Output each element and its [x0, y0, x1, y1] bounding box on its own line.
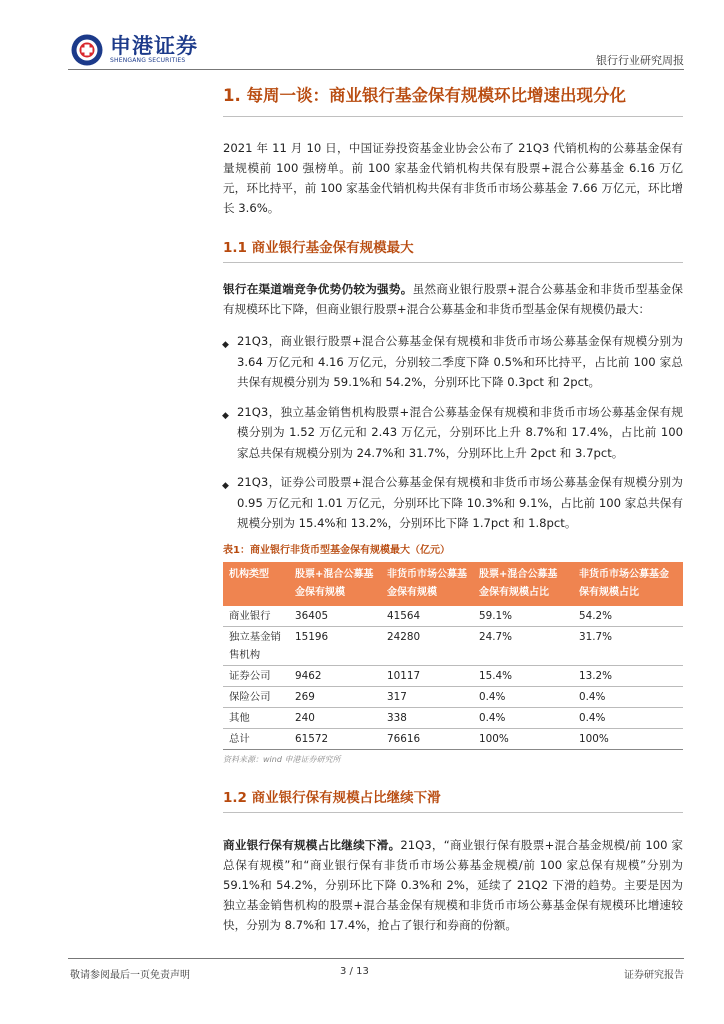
table-cell: 54.2% [573, 606, 683, 627]
table-row [223, 686, 683, 707]
table-cell: 其他 [223, 707, 289, 728]
table-cell: 独立基金销售机构 [223, 626, 289, 665]
page-number: 3 / 13 [340, 966, 369, 977]
footer-label: 证券研究报告 [624, 970, 684, 981]
table-cell: 15.4% [473, 665, 573, 686]
fund-holdings-table [223, 562, 683, 750]
table-cell: 100% [573, 728, 683, 749]
list-item [223, 331, 683, 393]
table-header-cell: 非货币市场公募基金保有规模 [381, 562, 473, 606]
table-title: 表1：商业银行非货币型基金保有规模最大（亿元） [223, 544, 450, 556]
table-cell: 0.4% [573, 686, 683, 707]
table-cell: 61572 [289, 728, 381, 749]
table-cell: 317 [381, 686, 473, 707]
section-1-1-divider [223, 262, 683, 263]
table-row [223, 606, 683, 627]
table-row [223, 665, 683, 686]
section-1-2-lead-bold: 商业银行保有规模占比继续下滑。 [223, 837, 401, 852]
logo-emblem-icon [70, 33, 104, 67]
table-cell: 338 [381, 707, 473, 728]
table-cell: 0.4% [573, 707, 683, 728]
table-header-cell: 非货币市场公募基金保有规模占比 [573, 562, 683, 606]
section-1-1-title: 1.1 商业银行基金保有规模最大 [223, 240, 414, 256]
diamond-bullet-icon: ◆ [222, 410, 229, 421]
table-cell: 100% [473, 728, 573, 749]
table-cell: 269 [289, 686, 381, 707]
table-cell: 24.7% [473, 626, 573, 665]
table-row [223, 626, 683, 665]
section-1-2-divider [223, 812, 683, 813]
report-type: 银行行业研究周报 [596, 54, 684, 67]
bullet-text: 21Q3，独立基金销售机构股票+混合公募基金保有规模和非货币市场公募基金保有规模分别为 1.52 万亿元和 2.43 万亿元，分别环比上升 8.7%和 17.4%，占比前 100 家总共保有规模分别为 24.7%和 31.7%，分别环比上升 2pct 和 3.7pct。 [237, 404, 683, 460]
footer-disclaimer: 敬请参阅最后一页免责声明 [70, 970, 190, 981]
section-1-1-lead [223, 279, 683, 319]
table-row [223, 728, 683, 749]
table-header-cell: 机构类型 [223, 562, 289, 606]
table-cell: 24280 [381, 626, 473, 665]
bullet-list [223, 331, 683, 534]
bullet-text: 21Q3，证券公司股票+混合公募基金保有规模和非货币市场公募基金保有规模分别为 0.95 万亿元和 1.01 万亿元，分别环比下降 10.3%和 9.1%，占比前 100 家总共保有规模分别为 15.4%和 13.2%，分别环比下降 1.7pct 和 1.8pct。 [237, 475, 683, 530]
main-content [223, 84, 683, 935]
table-cell: 76616 [381, 728, 473, 749]
table-header-cell: 股票+混合公募基金保有规模 [289, 562, 381, 606]
table-header-cell: 股票+混合公募基金保有规模占比 [473, 562, 573, 606]
diamond-bullet-icon: ◆ [222, 481, 229, 491]
table-cell: 41564 [381, 606, 473, 627]
table-cell: 31.7% [573, 626, 683, 665]
section-1-title: 1. 每周一谈：商业银行基金保有规模环比增速出现分化 [223, 86, 626, 105]
table-cell: 9462 [289, 665, 381, 686]
section-1-1-lead-bold: 银行在渠道端竞争优势仍较为强势。 [223, 282, 413, 296]
header-divider [68, 69, 684, 70]
section-1-2-lead-text: 21Q3，“商业银行保有股票+混合基金规模/前 100 家总保有规模”和“商业银行保有非货币市场公募基金规模/前 100 家总保有规模”分别为 59.1%和 54.2%，分别环比下降 0.3%和 2%，延续了 21Q2 下滑的趋势。主要是因为独立基金销售机构的股票+混合基金保有规模和非货币市场公募基金保有规模环比增速较快，分别为 8.7%和 17.4%，抢占了银行和券商的份额。 [223, 837, 683, 932]
section-1-2-body [223, 835, 683, 935]
table-cell: 0.4% [473, 686, 573, 707]
table-row [223, 707, 683, 728]
diamond-bullet-icon: ◆ [222, 340, 229, 350]
table-cell: 15196 [289, 626, 381, 665]
list-item [223, 472, 683, 534]
logo-text-cn: 申港证券 [110, 34, 198, 58]
table-cell: 总计 [223, 728, 289, 749]
table-source: 资料来源：wind 申港证券研究所 [223, 754, 341, 764]
table-header-row [223, 562, 683, 606]
footer-divider [68, 958, 684, 959]
list-item [223, 402, 683, 464]
table-cell: 证券公司 [223, 665, 289, 686]
table-cell: 59.1% [473, 606, 573, 627]
table-cell: 13.2% [573, 665, 683, 686]
company-logo [70, 33, 198, 67]
table-cell: 保险公司 [223, 686, 289, 707]
table-cell: 10117 [381, 665, 473, 686]
page-header [0, 0, 724, 72]
table-cell: 36405 [289, 606, 381, 627]
table-cell: 0.4% [473, 707, 573, 728]
section-1-intro: 2021 年 11 月 10 日，中国证券投资基金业协会公布了 21Q3 代销机构的公募基金保有量规模前 100 强榜单。前 100 家基金代销机构共保有股票+混合公募基金 6.16 万亿元，环比持平，前 100 家基金代销机构共保有非货币市场公募基金 7.66 万亿元，环比增长 3.6%。 [223, 141, 683, 215]
table-cell: 240 [289, 707, 381, 728]
logo-text-en: SHENGANG SECURITIES [110, 57, 186, 64]
section-1-1-lead-text: 虽然商业银行股票+混合公募基金和非货币型基金保有规模环比下降，但商业银行股票+混合公募基金和非货币型基金保有规模仍最大： [223, 282, 683, 316]
section-1-divider [223, 116, 683, 117]
section-1-2-title: 1.2 商业银行保有规模占比继续下滑 [223, 789, 441, 806]
table-cell: 商业银行 [223, 606, 289, 627]
bullet-text: 21Q3，商业银行股票+混合公募基金保有规模和非货币市场公募基金保有规模分别为 3.64 万亿元和 4.16 万亿元，分别较二季度下降 0.5%和环比持平，占比前 100 家总共保有规模分别为 59.1%和 54.2%，分别环比下降 0.3pct 和 2pct。 [237, 334, 683, 389]
